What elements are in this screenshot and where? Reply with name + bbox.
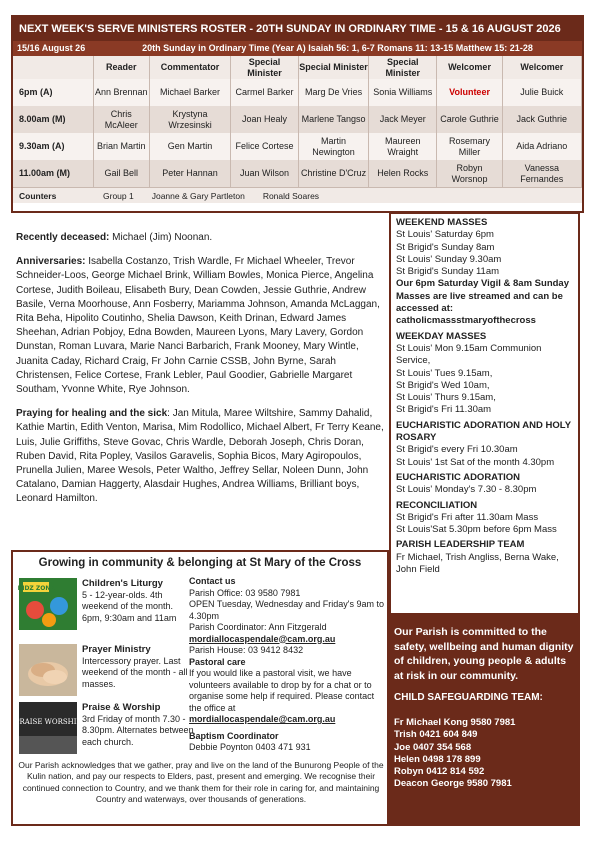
- table-row: [13, 133, 582, 160]
- roster-cell: Carmel Barker: [231, 79, 299, 106]
- column-header: Reader: [93, 56, 150, 79]
- roster-cell: Maureen Wraight: [369, 133, 437, 160]
- weekday-masses-title: WEEKDAY MASSES: [396, 330, 487, 342]
- mass-time-cell: 8.00am (M): [13, 106, 93, 133]
- roster-cell: Michael Barker: [150, 79, 231, 106]
- reconciliation-time: St Brigid's Fri after 11.30am Mass: [396, 511, 539, 523]
- parish-office-phone: Parish Office: 03 9580 7981: [189, 587, 301, 598]
- table-row: [13, 106, 582, 133]
- roster-date: 15/16 August 26: [17, 43, 86, 53]
- counters-row: [13, 187, 582, 203]
- roster-cell: Joan Healy: [231, 106, 299, 133]
- leadership-title: PARISH LEADERSHIP TEAM: [396, 539, 525, 551]
- mass-time-cell: 11.00am (M): [13, 160, 93, 187]
- adoration-time: St Louis' 1st Sat of the month 4.30pm: [396, 456, 555, 468]
- column-header: Welcomer: [437, 56, 502, 79]
- mass-time: St Brigid's Sunday 11am: [396, 266, 500, 278]
- column-header: Welcomer: [502, 56, 581, 79]
- parish-coordinator: Parish Coordinator: Ann Fitzgerald: [189, 622, 327, 632]
- roster-cell: Helen Rocks: [369, 160, 437, 187]
- praying-notice: [16, 407, 388, 506]
- reconciliation-title: RECONCILIATION: [396, 499, 478, 511]
- email-link[interactable]: mordiallocaspendale@cam.org.au: [189, 714, 336, 724]
- mass-time-cell: 9.30am (A): [13, 133, 93, 160]
- notices: [16, 231, 388, 517]
- counter-entry: Group 1: [103, 191, 134, 201]
- mass-time: St Louis' Mon 9.15am Communion Service,: [396, 342, 542, 367]
- ministry-title: Prayer Ministry: [82, 644, 151, 655]
- community-panel: [11, 550, 389, 826]
- roster-cell: Felice Cortese: [231, 133, 299, 160]
- roster-cell: Sonia Williams: [369, 79, 437, 106]
- mass-time: St Brigid's Fri 11.30am: [396, 404, 492, 416]
- safeguarding-message: Our Parish is committed to the safety, wellbeing and human dignity of children, young people & adults at risk in our community.: [394, 626, 574, 682]
- email-link[interactable]: mordiallocaspendale@cam.org.au: [189, 633, 336, 644]
- contact-info: [189, 576, 387, 754]
- baptism-title: Baptism Coordinator: [189, 730, 279, 741]
- contact-title: Contact us: [189, 576, 236, 586]
- livestream-notice: Our 6pm Saturday Vigil & 8am Sunday Masses are live streamed and can be accessed at: catholicmassstmaryofthecross: [396, 278, 569, 327]
- mass-time: St Louis' Sunday 9.30am: [396, 253, 502, 265]
- ministry-title: Praise & Worship: [82, 702, 161, 713]
- roster-cell: Robyn Worsnop: [437, 160, 502, 187]
- deceased-label: Recently deceased:: [16, 232, 110, 243]
- roster-cell: Chris McAleer: [93, 106, 150, 133]
- roster-cell: Ann Brennan: [93, 79, 150, 106]
- roster-readings: 20th Sunday in Ordinary Time (Year A) Isaiah 56: 1, 6-7 Romans 11: 13-15 Matthew 15: 21-28: [142, 43, 533, 53]
- kidz-zone-text: KIDZ ZONE: [17, 585, 55, 592]
- roster-cell: Gail Bell: [93, 160, 150, 187]
- anniversaries-text: Isabella Costanzo, Trish Wardle, Fr Michael Wheeler, Trevor Schneider-Loos, George Michael Brink, William Bowles, Monica Pierce, Angelina Cortese, Judith Boileau, Elisabeth Bury, Dean Cowden, Jessie Guthrie, Andrew Basile, Verna Moorhouse, Ann Fosberry, Mariamma Johnson, Amanda McLaggan, Rita Beha, Hipolito Coutinho, Shelia Dawson, Keith Drinan, Edward James Sheehan, Adrian Pobjoy, Edna Bowden, Maureen Lyons, Mary Lavery, Gordon Dunstan, Roman Luvara, Marie Nanci Barbarich, Frank Mooney, Mary Wintle, Juanita Caday, Richard Craig, Fr John Carnie CSSB, John Byrne, Sarah Christensen, Felice Cortese, Frank Lebler, Paul Goodier, Gabrielle Margaret Southam, Yvonne White, Rye Johnson.: [16, 256, 380, 396]
- adoration-rosary-title: EUCHARISTIC ADORATION AND HOLY ROSARY: [396, 419, 571, 444]
- roster-section: [11, 15, 584, 213]
- praying-text: : Jan Mitula, Maree Wiltshire, Sammy Dahalid, Kathie Martin, Edith Venton, Marisa, Mim Rodollico, Michael Albert, Fr Terry Keane, Luis, Julie Griffiths, Steve Govac, Chris Wardle, Deborah Joseph, Chris Doran, Ruben David, Rita Popley, Vasilos Garavelis, Sophia Bicos, Mary Agiropoulos, Prunella Julien, Maree Wesols, Peter Waltho, Jeffrey Sellar, Noleen Dunn, John Catalano, Damian Haggerty, Alasdair Hughes, Andrea Williams, Brilliant boys, Leonard Hamilton.: [16, 408, 384, 505]
- safeguarding-contact: Helen 0498 178 899: [394, 753, 481, 765]
- mass-time: St Brigid's Sunday 8am: [396, 241, 495, 253]
- roster-cell: Marg De Vries: [299, 79, 369, 106]
- roster-cell: Carole Guthrie: [437, 106, 502, 133]
- deceased-text: Michael (Jim) Noonan.: [109, 232, 213, 243]
- mass-time-cell: 6pm (A): [13, 79, 93, 106]
- adoration-title: EUCHARISTIC ADORATION: [396, 471, 521, 483]
- roster-cell: Martin Newington: [299, 133, 369, 160]
- roster-cell: Volunteer: [437, 79, 502, 106]
- ministry-text: 3rd Friday of month 7.30 - 8.30pm. Alternates between each church.: [82, 713, 194, 747]
- safeguarding-contact: Fr Michael Kong 9580 7981: [394, 717, 516, 728]
- column-header: Special Minister: [299, 56, 369, 79]
- ministry-text: Intercessory prayer. Last weekend of the month - all masses.: [82, 655, 188, 689]
- safeguarding-contact: Joe 0407 354 568: [394, 741, 472, 753]
- roster-cell: Julie Buick: [502, 79, 581, 106]
- adoration-time: St Brigid's every Fri 10.30am: [396, 444, 518, 456]
- praise-worship-image: [14, 702, 82, 754]
- roster-header: NEXT WEEK'S SERVE MINISTERS ROSTER - 20TH SUNDAY IN ORDINARY TIME - 15 & 16 AUGUST 2026: [13, 17, 582, 41]
- roster-subheader: [13, 41, 582, 56]
- kidz-zone-image: [19, 578, 77, 630]
- leadership-team: Fr Michael, Trish Angliss, Berna Wake, John Field: [396, 551, 559, 576]
- mass-time: St Louis' Saturday 6pm: [396, 229, 494, 241]
- pastoral-care-title: Pastoral care: [189, 656, 246, 667]
- counter-entry: Joanne & Gary Partleton: [151, 191, 245, 201]
- praying-hands-image: [19, 644, 77, 696]
- column-header: [13, 56, 93, 79]
- safeguarding-contact: Trish 0421 604 849: [394, 729, 478, 741]
- roster-cell: Peter Hannan: [150, 160, 231, 187]
- ministry-praise-worship: [14, 702, 194, 760]
- roster-cell: Jack Guthrie: [502, 106, 581, 133]
- safeguarding-panel: [389, 615, 580, 826]
- anniversaries-notice: [16, 255, 388, 397]
- roster-cell: Vanessa Fernandes: [502, 160, 581, 187]
- reconciliation-time: St Louis'Sat 5.30pm before 6pm Mass: [396, 524, 557, 536]
- column-header: Special Minister: [369, 56, 437, 79]
- ministry-text: 5 - 12-year-olds. 4th weekend of the month. 6pm, 9:30am and 11am: [82, 589, 177, 623]
- roster-cell: Aida Adriano: [502, 133, 581, 160]
- weekend-masses-title: WEEKEND MASSES: [396, 217, 488, 228]
- masses-panel: [389, 212, 580, 615]
- column-header: Commentator: [150, 56, 231, 79]
- office-hours: OPEN Tuesday, Wednesday and Friday's 9am to 4.30pm: [189, 599, 384, 621]
- pastoral-care-text: If you would like a pastoral visit, we have volunteers available to drop by for a chat or to organise some help if required. Please contact the office at: [189, 668, 375, 713]
- roster-cell: Christine D'Cruz: [299, 160, 369, 187]
- roster-cell: Brian Martin: [93, 133, 150, 160]
- table-row: [13, 79, 582, 106]
- mass-time: St Louis' Tues 9.15am,: [396, 367, 493, 379]
- baptism-contact: Debbie Poynton 0403 471 931: [189, 742, 311, 752]
- adoration-time: St Louis' Monday's 7.30 - 8.30pm: [396, 484, 537, 496]
- parish-house-phone: Parish House: 03 9412 8432: [189, 645, 304, 655]
- column-header: Special Minister: [231, 56, 299, 79]
- roster-cell: Marlene Tangso: [299, 106, 369, 133]
- safeguarding-team-title: CHILD SAFEGUARDING TEAM:: [394, 692, 543, 703]
- acknowledgement-of-country: Our Parish acknowledges that we gather, pray and live on the land of the Bunurong People of the Kulin nation, and pay our respects to Elders, past, present and emerging. We recognise their continued connection to Country, and we thank them for their role in caring for, and maintaining Country and waterways, over thousands of generations.: [18, 760, 384, 805]
- mass-time: St Louis' Thurs 9.15am,: [396, 392, 496, 404]
- ministry-prayer: [19, 644, 194, 700]
- community-title: Growing in community & belonging at St Mary of the Cross: [13, 552, 387, 574]
- praying-label: Praying for healing and the sick: [16, 408, 168, 420]
- praise-worship-text: PRAISE WORSHIP: [14, 718, 82, 726]
- safeguarding-contact: Robyn 0412 814 592: [394, 766, 485, 778]
- roster-table: [13, 56, 582, 187]
- anniversaries-label: Anniversaries:: [16, 256, 86, 268]
- table-row: [13, 160, 582, 187]
- safeguarding-contact: Deacon George 9580 7981: [394, 778, 512, 790]
- counter-entry: Ronald Soares: [262, 191, 320, 201]
- roster-cell: Juan Wilson: [231, 160, 299, 187]
- roster-cell: Jack Meyer: [369, 106, 437, 133]
- ministry-title: Children's Liturgy: [82, 578, 163, 589]
- roster-cell: Krystyna Wrzesinski: [150, 106, 231, 133]
- counters-label: Counters: [19, 191, 57, 201]
- ministry-childrens-liturgy: [19, 578, 194, 638]
- roster-cell: Gen Martin: [150, 133, 231, 160]
- roster-cell: Rosemary Miller: [437, 133, 502, 160]
- deceased-notice: [16, 231, 388, 245]
- mass-time: St Brigid's Wed 10am,: [396, 379, 490, 391]
